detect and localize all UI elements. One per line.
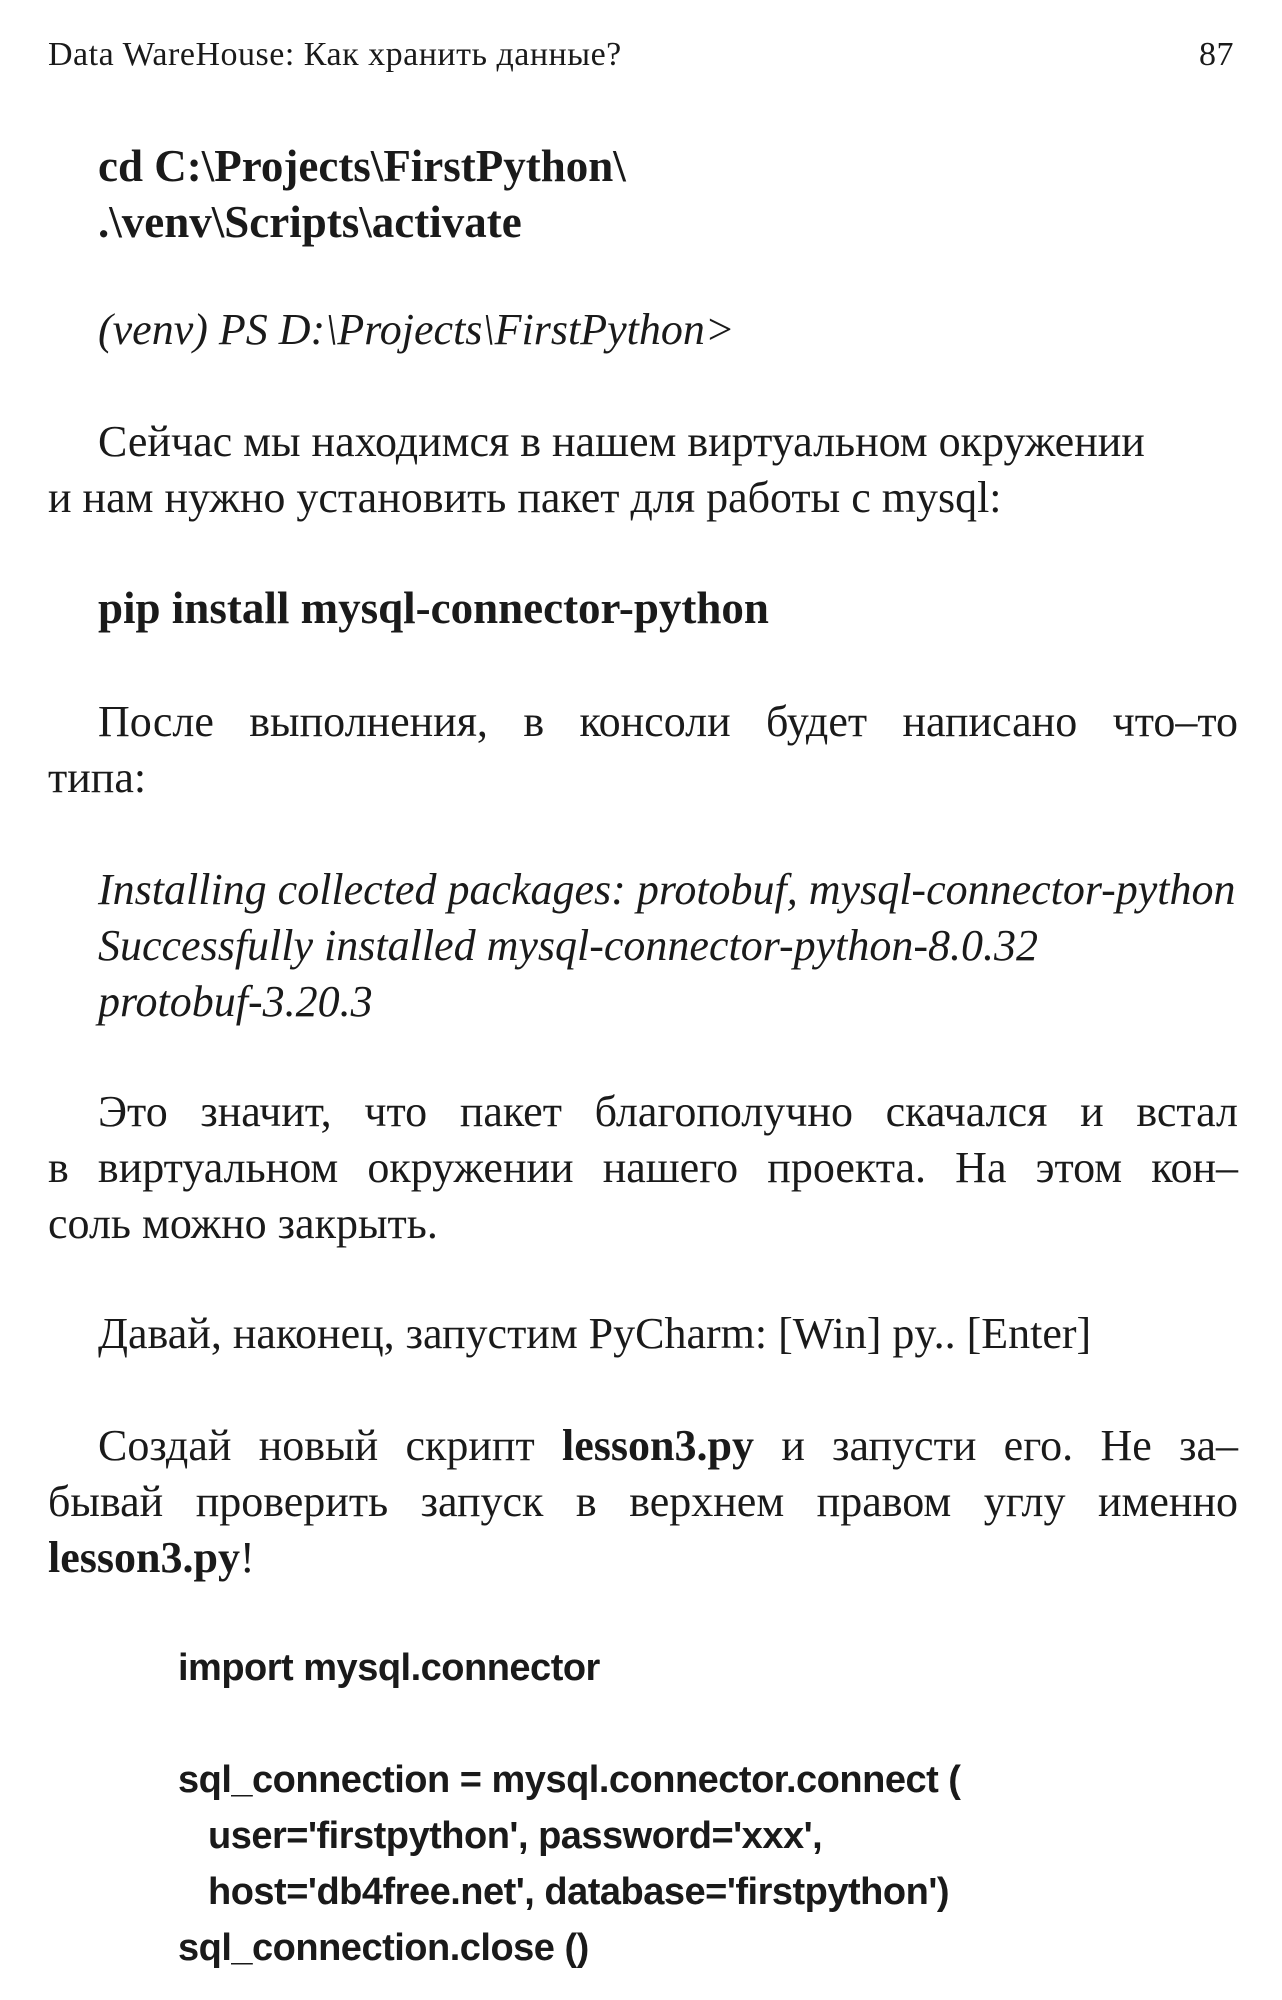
code-line-connect: sql_connection = mysql.connector.connect ( xyxy=(178,1759,961,1801)
text-run: Создай новый скрипт xyxy=(98,1421,535,1470)
page-header xyxy=(48,30,1234,80)
paragraph-line: и нам нужно установить пакет для работы с mysql: xyxy=(48,473,1002,522)
code-line-import: import mysql.connector xyxy=(178,1647,600,1689)
paragraph-line: соль можно закрыть. xyxy=(48,1199,438,1248)
paragraph-line: Это значит, что пакет благополучно скачался и встал xyxy=(98,1087,1238,1136)
pip-install-command xyxy=(48,580,1282,636)
install-output xyxy=(48,862,1282,1030)
paragraph-line: в виртуальном окружении нашего проекта. На этом кон– xyxy=(48,1143,1238,1192)
command-line-cd: cd C:\Projects\FirstPython\ xyxy=(98,141,626,191)
pip-command-line: pip install mysql-connector-python xyxy=(98,583,769,633)
text-run: ! xyxy=(239,1533,255,1582)
paragraph-new-script xyxy=(48,1418,1238,1586)
code-line-blank xyxy=(178,1696,1178,1752)
code-line-user: user='firstpython', password='xxx', xyxy=(208,1815,823,1857)
text-run: и запусти его. Не за– xyxy=(781,1421,1239,1470)
paragraph-line: бывай проверить запуск в верхнем правом углу именно xyxy=(48,1477,1238,1526)
output-line: Installing collected packages: protobuf, mysql-connector-python xyxy=(98,865,1236,914)
code-listing xyxy=(178,1640,1178,1976)
code-line-close: sql_connection.close () xyxy=(178,1927,589,1969)
activate-command xyxy=(48,138,1282,250)
paragraph-line: Сейчас мы находимся в нашем виртуальном окружении xyxy=(98,417,1145,466)
paragraph-installed xyxy=(48,1084,1238,1252)
command-line-activate: .\venv\Scripts\activate xyxy=(98,197,522,247)
paragraph-pycharm xyxy=(48,1306,1238,1362)
prompt-line: (venv) PS D:\Projects\FirstPython> xyxy=(98,305,735,354)
paragraph-after-install xyxy=(48,694,1238,806)
paragraph-line: типа: xyxy=(48,753,147,802)
prompt-output xyxy=(48,302,1282,358)
script-name: lesson3.py xyxy=(562,1421,754,1470)
page-number: 87 xyxy=(1199,36,1234,73)
output-line: Successfully installed mysql-connector-python-8.0.32 xyxy=(98,921,1039,970)
script-name: lesson3.py xyxy=(48,1533,240,1582)
code-line-host: host='db4free.net', database='firstpython') xyxy=(208,1871,950,1913)
paragraph-line: После выполнения, в консоли будет написано что–то xyxy=(98,697,1238,746)
paragraph-line xyxy=(48,1418,1238,1474)
output-line: protobuf-3.20.3 xyxy=(98,977,373,1026)
running-title: Data WareHouse: Как хранить данные? xyxy=(48,36,622,73)
paragraph-virtual-env xyxy=(48,414,1238,526)
paragraph-line: Давай, наконец, запустим PyCharm: [Win] py.. [Enter] xyxy=(98,1309,1092,1358)
paragraph-line xyxy=(48,1530,1238,1586)
